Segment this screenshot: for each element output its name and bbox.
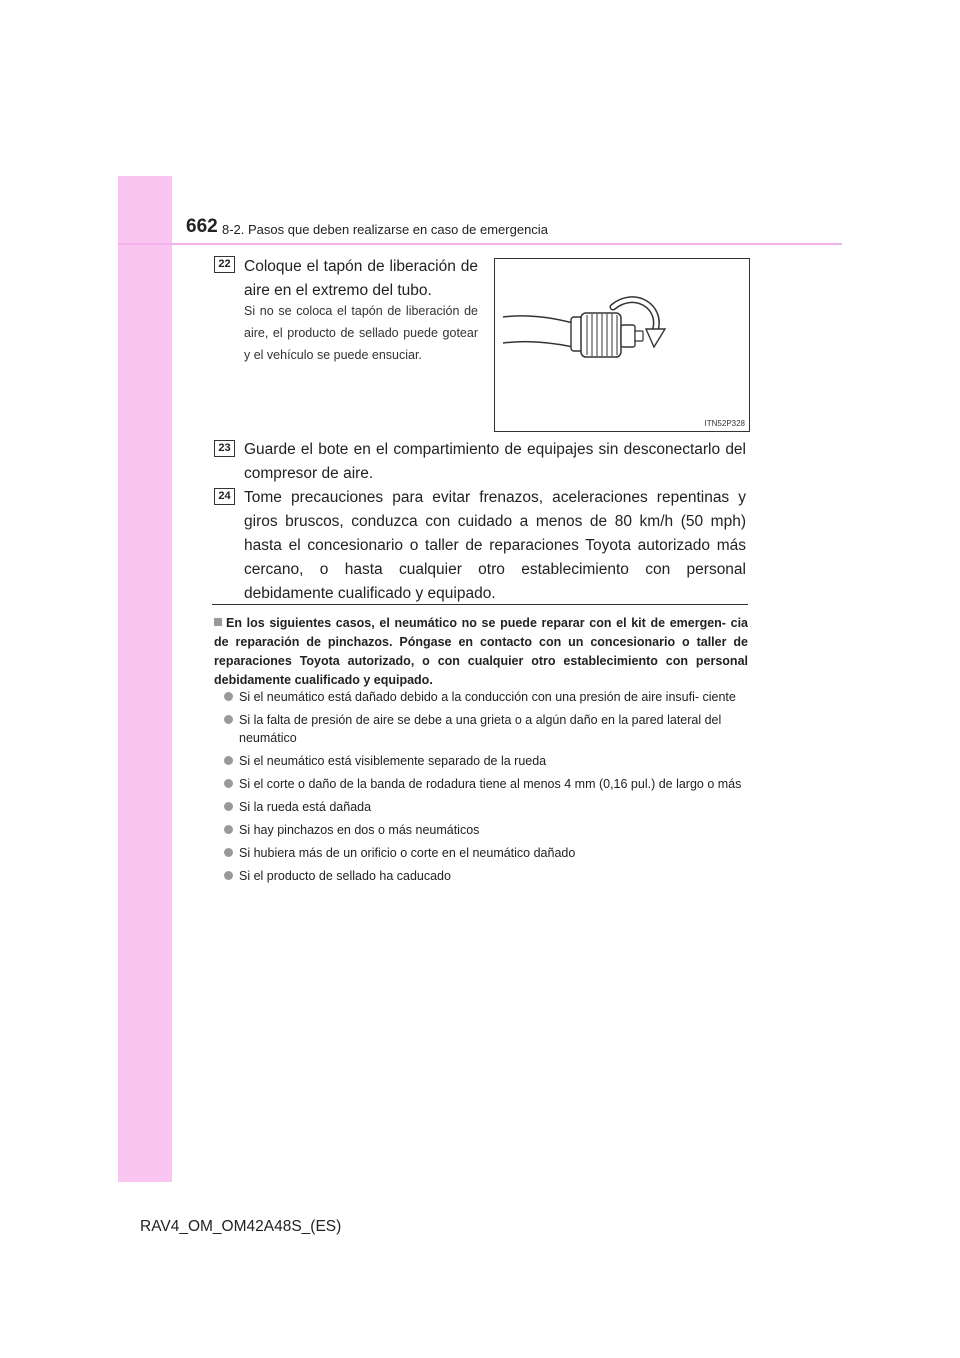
header-rule [118, 243, 842, 245]
section-divider [212, 604, 748, 605]
document-code: RAV4_OM_OM42A48S_(ES) [140, 1218, 342, 1235]
bullet-icon [224, 848, 233, 857]
bullet-icon [224, 779, 233, 788]
warning-heading [214, 614, 748, 690]
list-item: Si hay pinchazos en dos o más neumáticos [224, 821, 748, 839]
bullet-icon [224, 825, 233, 834]
step-24-text: Tome precauciones para evitar frenazos, aceleraciones repentinas y giros bruscos, conduzca con cuidado a menos de 80 km/h (50 mph) hasta el concesionario o taller de reparaciones Toyota autorizado más cercano, o hasta cualquier otro establecimiento con personal debidamente cualificado y equipado. [244, 489, 746, 602]
bullet-icon [224, 756, 233, 765]
side-color-bar [118, 176, 172, 1182]
step-23-text: Guarde el bote en el compartimiento de equipajes sin desconectarlo del compresor de aire. [244, 441, 746, 482]
list-item: Si la rueda está dañada [224, 798, 748, 816]
list-item: Si el corte o daño de la banda de rodadura tiene al menos 4 mm (0,16 pul.) de largo o más [224, 775, 748, 793]
warning-heading-text: En los siguientes casos, el neumático no se puede reparar con el kit de emergen- cia de reparación de pinchazos. Póngase en contacto con un concesionario o taller de reparaciones Toyota autorizado, o con cualquier otro establecimiento con personal debidamente cualificado y equipado. [214, 616, 748, 687]
page-number: 662 [186, 216, 218, 237]
figure-hose-cap [494, 258, 750, 432]
condition-list [224, 688, 748, 890]
list-item: Si la falta de presión de aire se debe a una grieta o a algún daño en la pared lateral del neumático [224, 711, 748, 747]
bullet-icon [224, 715, 233, 724]
hose-cap-rotation-illustration-icon [495, 259, 749, 431]
step-number-22: 22 [214, 256, 235, 273]
bullet-icon [224, 802, 233, 811]
step-number-23: 23 [214, 440, 235, 457]
bullet-icon [224, 871, 233, 880]
list-item: Si el neumático está visiblemente separado de la rueda [224, 752, 748, 770]
list-item: Si hubiera más de un orificio o corte en el neumático dañado [224, 844, 748, 862]
bullet-icon [224, 692, 233, 701]
list-item: Si el neumático está dañado debido a la conducción con una presión de aire insufi- ciente [224, 688, 748, 706]
list-item: Si el producto de sellado ha caducado [224, 867, 748, 885]
figure-code: ITN52P328 [704, 419, 745, 428]
step-22-note: Si no se coloca el tapón de liberación de aire, el producto de sellado puede gotear y el vehículo se puede ensuciar. [244, 304, 478, 362]
square-bullet-icon [214, 618, 222, 626]
step-number-24: 24 [214, 488, 235, 505]
section-title: 8-2. Pasos que deben realizarse en caso de emergencia [222, 222, 548, 237]
step-22-text: Coloque el tapón de liberación de aire en el extremo del tubo. [244, 258, 478, 299]
